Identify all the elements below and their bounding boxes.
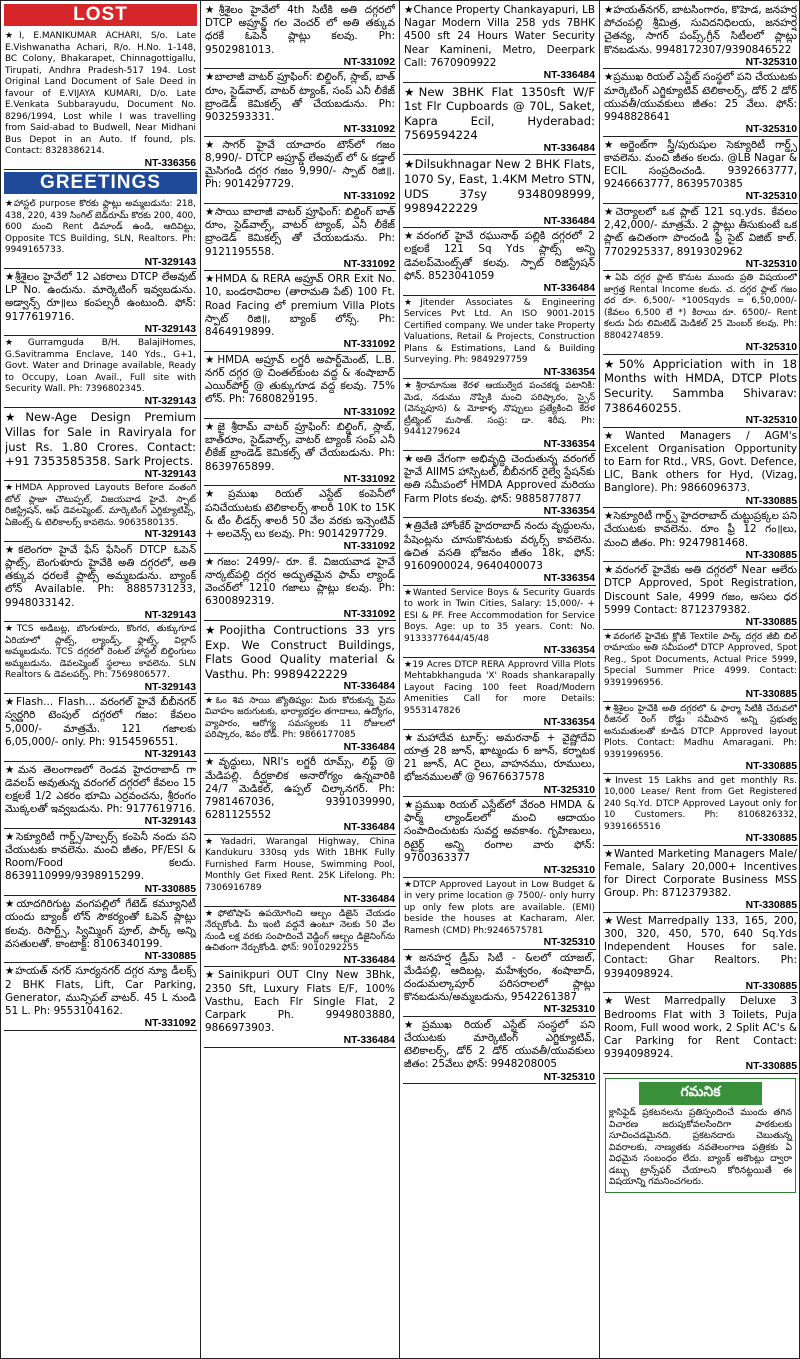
star-bullet-icon: ★ (205, 138, 223, 151)
ad-text: ఏపీ దగ్గర ప్లాట్ కొనుట ముందు ప్రతి విషయంలో జాగ్రత్త Rental Income కలదు. చ. దగ్గర ప్లాట్ గజం ధర రూ. 6,500/- *100Sqyds = 6,50,000/- (కేవలం 6,500 లే *) కిరాయి రూ. 6500/- Rent కలదు ఏరు లిమిటెడ్ మెడికల్ 25 మెంబర్ కలవు. Ph: 8804274859. (604, 273, 797, 341)
star-bullet-icon: ★ (404, 659, 413, 670)
ad-code: NT-330885 (745, 900, 797, 912)
ad-body (604, 995, 797, 1061)
ad-code: NT-329143 (144, 529, 196, 541)
ad-code: NT-329143 (144, 816, 196, 828)
star-bullet-icon: ★ (604, 138, 620, 151)
ad-body (404, 230, 595, 283)
notice-title: గమనిక (639, 1082, 762, 1105)
ad-text: గజం: 2499/- రూ. కే. విజయవాడ హైవే నార్కట్‌పల్లి దగ్గర అద్భుతమైన ఫామ్ ల్యాండ్ వెంచర్‌లో 1210 గజాలు ప్లాట్లు కలవు. Ph: 6300892319. (205, 555, 395, 608)
ad-body (604, 206, 797, 259)
ad-code: NT-336484 (543, 142, 595, 154)
star-bullet-icon: ★ (404, 951, 420, 964)
classified-ad (603, 2, 798, 69)
star-bullet-icon: ★ (5, 199, 14, 209)
ad-text: Flash... Flash... వరంగల్ హైవే బీబీనగర్ స్వర్ణగిరి టెంపుల్ దగ్గరలో గజం: కేవలం 5,000/- మాత్రమే. 121 గజాలకు 6,05,000/- only. Ph: 9154596551. (5, 696, 196, 748)
classified-ad (4, 29, 197, 170)
ad-body (5, 544, 196, 610)
star-bullet-icon: ★ (5, 483, 16, 494)
ad-text: 50% Appriciation with in 18 Months with HMDA, DTCP Plots Security. Sammba Shivarav: 7386460255. (604, 356, 797, 415)
ad-body (5, 624, 196, 682)
ad-body (404, 1019, 595, 1072)
ad-text: జనహర్ష డ్రీమ్ సిటీ - &లలో యాజల్, మేడిపల్లి, ఆదిబట్ల, మహేశ్వరం, శంషాబాద్, దండుమల్కాపూర్ పరిసరాలలో ప్లాట్లు కొనబడును/అమ్మబడును, 9542261387 (404, 951, 595, 1004)
classified-ad (603, 428, 798, 509)
ad-code: NT-329143 (144, 256, 196, 268)
classified-ad (603, 271, 798, 355)
ad-code: NT-331092 (343, 258, 395, 270)
classified-ad (403, 797, 596, 878)
classified-ad (204, 621, 396, 694)
ad-code: NT-330885 (745, 689, 797, 701)
classified-ad (403, 1017, 596, 1084)
classified-ad (4, 481, 197, 542)
ad-text: Dilsukhnagar New 2 BHK Flats, 1070 Sy, East, 1.4KM Metro STN, UDS 37sy 9348098999, 9989422229 (404, 157, 595, 216)
ad-text: New-Age Design Premium Villas for Sale in Raviryala for just Rs. 1.80 Crores. Contact: +91 7353585358. Sark Projects. (5, 410, 196, 469)
classified-ad (403, 878, 596, 950)
ad-code: NT-329143 (144, 681, 196, 693)
classified-ad (4, 197, 197, 269)
ad-body (604, 273, 797, 342)
ad-body (604, 510, 797, 550)
notice-text: క్లాసిఫైడ్ ప్రకటనలను ప్రతిస్పందించే ముందు తగిన విచారణ జరుపుకోవలసిందిగా పాఠకులకు సూచించడమైనది. ప్రకటనదారు చెబుతున్న వివరాలకు, నాణ్యతకు నవతెలంగాణ పత్రికకు ఏ విధమైన సంబంధం లేదు. బ్యాంక్ అకౌంట్లు ద్వారా డబ్బు ట్రాన్స్‌ఫర్ చేయాలని కోరినట్టయితే ఈ విషయాన్ని గమనించగలరు. (609, 1107, 792, 1188)
lost-section-header: LOST (4, 4, 197, 26)
classified-ad (204, 69, 396, 136)
ad-code: NT-330885 (745, 833, 797, 845)
ad-code: NT-331092 (343, 339, 395, 351)
ad-text: వృద్ధులు, NRI's లగ్జరీ రూమ్స్, లిఫ్ట్ @ మేడిపల్లి. దీర్ఘకాలిక అనారోగ్యం ఉన్నవారికి 24/7 మెడికల్, ఉప్పల్ చిల్కానగర్. Ph: 7981467036, 9391039990, 6281125552 (205, 756, 395, 822)
ad-text: Wanted Managers / AGM's Excelent Organisation Opportunity to Earn for Rtd., VRS, Govt. Defence, LIC, Bank others for Hyd, (Vizag, Banglore). Ph: 9866096373. (604, 429, 797, 495)
ad-body (5, 271, 196, 324)
ad-body (604, 357, 797, 415)
ad-body (205, 909, 395, 955)
classified-ad (204, 204, 396, 271)
ad-text: DTCP Approved Layout in Low Budget & in very prime location @ 7500/- only hurry up only few plots are available. (EMI) beside the houses at Kacharam, Aler. Ramesh (CMD) Ph:9246575781 (404, 879, 595, 936)
classified-ad (204, 694, 396, 755)
ad-text: చెర్యాలలో ఒక ప్లాట్ 121 sq.yds. కేవలం 2,42,000/- మాత్రమే. 2 ప్లాట్లు తీసుకుంటే ఒక ప్లాట్ ఉచితంగా పొందండి ఫ్రీ సైట్ విజిట్ కాల్. 7702925337, 8919302962 (604, 205, 797, 258)
star-bullet-icon: ★ (404, 453, 416, 466)
star-bullet-icon: ★ (5, 763, 18, 776)
star-bullet-icon: ★ (604, 631, 614, 642)
star-bullet-icon: ★ (404, 4, 414, 16)
ad-text: Yadadri, Warangal Highway, China Kandukuru 330sq yds With 1BHK Fully Furnished Farm House, Swimming Pool, Monthly Get Fixed Rent. 25K Lifelong. Ph: 7306916789 (205, 836, 395, 893)
star-bullet-icon: ★ (5, 696, 16, 709)
ad-text: బాలాజీ వాటర్ ప్రూఫింగ్: బిల్డింగ్, స్లాబ్, బాత్ రూం, సైడ్‌వాల్, వాటర్ ట్యాంక్, సంప్ ఎనీ లీకేజ్ బ్రాండెడ్ కెమికల్స్ తో చేయబడును. Ph: 9032593331. (205, 71, 395, 123)
ad-text: New 3BHK Flat 1350sft W/F 1st Flr Cupboards @ 70L, Saket, Kapra Ecil, Hyderabad: 7569594224 (404, 84, 595, 143)
classified-ad (403, 730, 596, 797)
classified-ad (403, 586, 596, 658)
classified-ad (403, 228, 596, 295)
ad-code: NT-331092 (343, 608, 395, 620)
ad-code: NT-325310 (543, 1004, 595, 1016)
classified-ad (4, 269, 197, 336)
ad-body (205, 139, 395, 192)
ad-code: NT-336484 (343, 954, 395, 966)
ad-code: NT-325310 (543, 784, 595, 796)
ad-code: NT-336354 (543, 573, 595, 585)
ad-code: NT-330885 (745, 1061, 797, 1073)
star-bullet-icon: ★ (5, 624, 17, 635)
star-bullet-icon: ★ (205, 555, 218, 568)
ad-code: NT-330885 (144, 883, 196, 895)
star-bullet-icon: ★ (205, 488, 229, 501)
star-bullet-icon: ★ (604, 995, 625, 1008)
ad-body (5, 410, 196, 468)
ad-text: Invest 15 Lakhs and get monthly Rs. 10,000 Lease/ Rent from Get Registered 240 Sq.Yd. DTCP Approved Layout only for 10 Customers. Ph: 8106826332, 9391665516 (604, 775, 797, 832)
ad-text: హయత్ నగర్ సూర్యనగర్ దగ్గర న్యూ డీలక్స్ 2 BHK Flats, Lift, Car Parking, Generator, మున్సిపల్ వాటర్. 45 L నుండి 51 L. Ph: 9553104162. (5, 965, 196, 1018)
star-bullet-icon: ★ (604, 429, 626, 442)
classified-ad (204, 486, 396, 553)
ad-code: NT-325310 (543, 937, 595, 949)
classified-ad (403, 83, 596, 156)
ad-body (205, 71, 395, 124)
ad-code: NT-329143 (144, 323, 196, 335)
star-bullet-icon: ★ (404, 381, 416, 392)
ad-body (5, 898, 196, 951)
ad-body (604, 139, 797, 192)
ad-text: ప్రముఖ రియల్ ఎస్టేట్ సంస్థలో పని చేయుటకు మార్కెటింగ్ ఎగ్జిక్యూటివ్, టెలికాలర్స్, డోర్ 2 డోర్ యువతీ/యువకులు జీతం: 25వేలు ఫోన్: 9948208005 (404, 1018, 595, 1071)
ad-body (404, 799, 595, 865)
ad-text: West Marredpally 133, 165, 200, 300, 320, 450, 570, 640 Sq.Yds Independent Houses for sale. Contact: Ghar Realtors. Ph: 9394098924. (604, 914, 797, 980)
ad-code: NT-336354 (543, 645, 595, 657)
disclaimer-notice-box (605, 1078, 796, 1193)
classified-ad (204, 835, 396, 907)
ad-code: NT-330885 (745, 495, 797, 507)
ad-code: NT-331092 (343, 191, 395, 203)
ad-code: NT-329143 (144, 749, 196, 761)
ad-body (5, 965, 196, 1018)
ad-body (205, 556, 395, 609)
ad-text: సెక్యూరిటీ గార్డ్స్/హెల్పర్స్ కంపెనీ నందు పని చేయుటకు కావలెను. మంచి జీతం, PF/ESI & Room/Food కలదు. 8639110999/9398915299. (5, 830, 196, 883)
ad-body (404, 732, 595, 785)
star-bullet-icon: ★ (404, 520, 414, 533)
classified-ad (603, 508, 798, 562)
star-bullet-icon: ★ (604, 71, 614, 84)
ad-body (205, 4, 395, 57)
classified-ad (4, 896, 197, 963)
ad-text: ప్రముఖ రియల్ ఎస్టేట్‌లో వేరంరి HMDA & ఫార్మ్ ల్యాండ్‌లలో మంచి ఆదాయం సంపాదించుటకు సువర్ణ అవకాశం. గృహిణులు, రిటైర్డ్ అన్ని రంగాల వారు ఫోన్: 9700363377 (404, 799, 595, 864)
ad-text: I, E.MANIKUMAR ACHARI, S/o. Late E.Vishwanatha Achari, R/o. H.No. 1-148, BC Colony, Bhakarapet, Chinnagottigallu, Tirupati, Andhra Pradesh-517 194. Lost Original Land Document of Sale Deed in favour of E.VIJAYA KUMARI, D/o. Late E.Venkata Subbarayudu, Document No. 8296/1994, Lost while I was travelling from Said-abad to Budwell, Near Midhani Bus Depot in an Auto. If found, pls. Contact: 8328386214. (5, 31, 196, 156)
ad-text: HMDA & RERA అప్రూవ్ ORR Exit No. 10, బండరావిరాల (తారామతి పేట్) 100 Ft. Road Facing లో premium Villa Plots స్పాట్ రిజి॥, బ్యాంక్ లోన్స్. Ph: 8464919899. (205, 273, 395, 339)
ad-text: వరంగల్ హైవేకు క్లోజ్ Textile పార్క్ దగ్గర జీబీ బిల్ రామాయం అతి సమీపంలో DTCP Approved, Spot Reg., Spot Documents, Actual Price 5999, Special Summer Price 4999. Contact: 9391996956. (604, 631, 797, 688)
star-bullet-icon: ★ (604, 205, 616, 218)
column-3 (400, 1, 600, 1359)
classified-ad (204, 352, 396, 419)
star-bullet-icon: ★ (205, 205, 215, 218)
classified-ad (603, 774, 798, 846)
ad-body (205, 969, 395, 1035)
ad-text: వరంగల్ హైవేకు అతి దగ్గరలో Near ఆలేరు DTCP Approved, Spot Registration, Discount Sale, 4999 గజం, అసలు ధర 5999 Contact: 8712379382. (604, 564, 797, 616)
ad-text: జై శ్రీరామ్ వాటర్ ప్రూఫింగ్: బిల్డింగ్, స్లాబ్, బాత్‌రూం, సైడ్‌వాల్స్, వాటర్ ట్యాంక్ సంప్ ఎనీ లీకేజ్ బ్రాండెడ్ కెమికల్స్ తో చేయబడును. Ph: 8639765899. (205, 421, 395, 473)
classified-ad (204, 754, 396, 835)
star-bullet-icon: ★ (205, 756, 219, 769)
star-bullet-icon: ★ (404, 587, 413, 598)
classified-ad (204, 137, 396, 204)
ad-text: శ్రీశైలం హైవేకి అతి దగ్గరలో & ఫార్మా సిటీకి చేరువలో రీజినల్ రింగ్ రోడ్డు సమీపాన అన్ని ప్రభుత్వ అనుమతులతో కూడిన DTCP Approved layout Plots. Contact: Madhu Amaragani. Ph: 9391996956. (604, 703, 797, 760)
ad-code: NT-336354 (543, 366, 595, 378)
star-bullet-icon: ★ (404, 879, 413, 890)
ad-body (604, 704, 797, 762)
star-bullet-icon: ★ (604, 703, 614, 714)
classified-ad (603, 846, 798, 913)
star-bullet-icon: ★ (404, 1018, 423, 1031)
classified-ad (204, 2, 396, 69)
star-bullet-icon: ★ (205, 353, 218, 366)
star-bullet-icon: ★ (604, 356, 619, 371)
star-bullet-icon: ★ (5, 338, 28, 349)
star-bullet-icon: ★ (604, 914, 617, 927)
ad-text: శ్రీశైలం హైవేలో 12 ఎకరాలు DTCP లేఅవుట్ LP No. ఉందును. మార్కెటింగ్ ఇవ్వబడును. అడ్వాన్స్ రూ॥లు కంపల్సరీ ఉంటుంది. ఫోన్: 9177619716. (5, 271, 196, 323)
star-bullet-icon: ★ (205, 623, 220, 638)
ad-text: HMDA Approved Layouts Before వంతంగి టోల్ ప్లాజా చౌటుప్పల్, విజయవాడ హైవే. స్పాట్ రిజిస్ట్రేషన్, ఆఫ్ డెవలప్మెంట్. మార్కెటింగ్ ఎగ్జిక్యూటివ్స్, ఏజెంట్స్ & టెలికాలర్స్ కావలెను. 9063580135. (5, 483, 196, 528)
star-bullet-icon: ★ (604, 564, 616, 577)
star-bullet-icon: ★ (205, 969, 219, 982)
ad-text: మన తెలంగాణలో రెండవ హైదరాబాద్ గా డెవలప్ అవుతున్న వరంగల్ దగ్గరలో కేవలం 15 లక్షలకే 1/2 ఎకరం భూమి ఎర్రవంచను, శ్రీరంగం మొక్కలతో ఇవ్వబడును. Ph: 9177619716. (5, 763, 196, 816)
ad-code: NT-331092 (343, 406, 395, 418)
ad-body (205, 206, 395, 259)
ad-body (404, 381, 595, 439)
classified-ad (4, 336, 197, 408)
ad-code: NT-330885 (745, 549, 797, 561)
ad-body (604, 848, 797, 901)
ad-body (205, 623, 395, 681)
ad-code: NT-325310 (745, 415, 797, 427)
star-bullet-icon: ★ (5, 898, 17, 911)
ad-text: త్రివేణి హోంకేర్ హైదరాబాద్ నందు వృద్ధులను, పేషెంట్లను చూసుకొనుటకు వర్కర్స్ కావలెను. ఉచిత వసతి భోజనం జీతం 18k, ఫోన్: 9160900024, 9640400073 (404, 520, 595, 572)
ad-body (205, 696, 395, 742)
ad-code: NT-330885 (745, 761, 797, 773)
star-bullet-icon: ★ (404, 799, 416, 812)
classified-ad (403, 296, 596, 380)
classified-ad (4, 963, 197, 1030)
ad-text: అర్జెంట్‌గా స్త్రీ/పురుషుల సెక్యూరిటీ గార్డ్స్ కావలెను. మంచి జీతం కలదు. @LB Nagar & ECIL సంప్రదించండి. 9392663777, 9246663777, 8639570385 (604, 138, 797, 191)
ad-body (205, 488, 395, 541)
ad-text: Sainikpuri OUT Clny New 3Bhk, 2350 Sft, Luxury Flats E/F, 100% Vasthu, Each Flr Single Flat, 2 Carpark Ph. 9949803880, 9866973903. (205, 969, 395, 1035)
ad-body (5, 696, 196, 749)
star-bullet-icon: ★ (205, 908, 218, 919)
star-bullet-icon: ★ (205, 71, 215, 84)
ad-code: NT-329143 (144, 609, 196, 621)
classified-ad (4, 762, 197, 829)
ad-code: NT-330885 (144, 950, 196, 962)
ad-code: NT-331092 (343, 124, 395, 136)
classified-ad (4, 542, 197, 623)
classified-ad (603, 630, 798, 702)
ad-text: సెక్యూరిటీ గార్డ్స్ హైదరాబాద్ చుట్టుప్రక్కల పని చేయుటకు కావలెను. రూం ఫ్రీ 12 గం॥లు, మంచి జీతం. Ph: 9247981468. (604, 510, 797, 549)
classified-ad (603, 137, 798, 204)
ad-body (604, 564, 797, 617)
ad-code: NT-336484 (543, 215, 595, 227)
ad-code: NT-336354 (543, 505, 595, 517)
ad-body (5, 31, 196, 158)
ad-body (5, 483, 196, 529)
star-bullet-icon: ★ (404, 230, 417, 243)
ad-body (404, 4, 595, 70)
ad-code: NT-336484 (343, 1035, 395, 1047)
ad-code: NT-325310 (745, 342, 797, 354)
star-bullet-icon: ★ (205, 273, 216, 286)
classified-ad (403, 451, 596, 518)
ad-code: NT-336484 (343, 894, 395, 906)
classified-ad (403, 950, 596, 1017)
ad-code: NT-325310 (745, 191, 797, 203)
classified-ad (603, 562, 798, 629)
ad-body (205, 837, 395, 895)
ad-text: హాస్టల్ purpose కొరకు ఫ్లాట్లు అమ్మబడును: 218, 438, 220, 439 సింగిల్ బెడ్‌రూమ్‌ కొరకు 200, 400, 600 మంచి Rent డిమాండ్ ఉండి, ఆదివిట్టు, Opposite TCS Building, SLN, Realtors. Ph: 9949165733. (5, 199, 196, 255)
ad-text: Jitender Associates & Engineering Services Pvt Ltd. An ISO 9001-2015 Certified company. We under take Property Valuations, Retail & Projects, Construction Plans & Estimations, Land & Building Surveying. Ph: 9849297759 (404, 297, 595, 366)
ad-body (404, 298, 595, 367)
star-bullet-icon: ★ (5, 31, 20, 41)
ad-code: NT-336484 (543, 70, 595, 82)
star-bullet-icon: ★ (604, 4, 614, 16)
ad-code: NT-336484 (343, 741, 395, 753)
ad-text: Gurramguda B/H. BalajiHomes, G.Savitramma Enclave, 140 Yds., G+1, Govt. Water and Drinage available, Ready to Occupy, Loan Avail., Full site with Security Wall. Ph: 7396802345. (5, 338, 196, 395)
ad-text: ప్రముఖ రియల్ ఎస్టేట్ కంపెనీలో పనిచేయుటకు టెలికాలర్స్ శాలరీ 10K to 15K & టీం లీడర్స్ శాలరీ 50 వేల వరకు ఇన్సెంటివ్ + అలవెన్స్ లు కలవు. Ph: 9014297729. (205, 488, 395, 540)
classified-ad (603, 69, 798, 136)
ad-text: శ్రీరామానుజ కేరళ ఆయుర్వేద పంచకర్మ పటానికి: మెడ, నడుము నొప్పికి మంచి పరిష్కారం, స్పైన్ (వెన్నుపూస) & మోకాళ్ళ నొప్పులు ప్రత్యేకించి కేరళ ట్రీట్మెంట్ మసాజ్. సంప్ర: డా. శిరీష. Ph: 9441279624 (404, 381, 595, 438)
ad-body (404, 952, 595, 1005)
ad-text: Chance Property Chankayapuri, LB Nagar Modern Villa 258 yds 7BHK 4500 sft 24 Hours Water Security Near Kamineni, Metro, Deerpark Call: 7670909922 (404, 4, 595, 69)
classified-ad (204, 907, 396, 968)
ad-text: ప్రముఖ రియల్ ఎస్టేట్ సంస్థలో పని చేయుటకు మార్కెటింగ్ ఎగ్జిక్యూటివ్ టెలికాలర్స్, డోర్ 2 డోర్ యువతీ/యువకులు జీతం: 25 వేలు. ఫోన్: 9948828641 (604, 71, 797, 123)
ad-code: NT-330885 (745, 617, 797, 629)
ad-text: ఓం శివ సాయి జ్యోతిష్యం: మీరు కోరుకున్న ప్రేమ వివాహం జరుగుటకు, భార్యాభర్తల తగాదాలు, ఉద్యోగం, వ్యాపారం, ఆరోగ్య సమస్యలకు 11 రోజులలో పరిష్కారం, శివం రోడ్. Ph: 9866177085 (205, 695, 395, 741)
ad-body (404, 157, 595, 215)
star-bullet-icon: ★ (5, 410, 26, 425)
ad-body (404, 660, 595, 718)
ad-body (5, 831, 196, 884)
ad-code: NT-336354 (543, 717, 595, 729)
ad-code: NT-329143 (144, 395, 196, 407)
classified-ad (403, 518, 596, 585)
classified-ad (403, 658, 596, 730)
ad-body (604, 430, 797, 496)
ad-body (404, 880, 595, 938)
ad-text: Wanted Service Boys & Security Guards to work in Twin Cities, Salary: 15,000/- + ESI & PF. Free Accommodation for Service Boys. Age: up to 35 years. Cont: No. 9133377644/45/48 (404, 587, 595, 644)
ad-body (404, 453, 595, 506)
star-bullet-icon: ★ (404, 297, 421, 308)
ad-text: యాదగిరిగుట్ట వంగపల్లిలో గేటెడ్ కమ్యూనిటీ యందు బ్యాంక్ లోన్ సౌకర్యంతో ఓపెన్ ప్లాట్లు కలవు. రిసార్ట్స్, స్విమ్మింగ్ పూల్, పార్క్ అన్ని వసతులతో. కాంటాక్ట్: 8106340199. (5, 898, 196, 950)
column-1 (1, 1, 201, 1359)
ad-code: NT-325310 (745, 124, 797, 136)
classified-ad (4, 829, 197, 896)
ad-code: NT-336484 (343, 822, 395, 834)
classified-ad (204, 271, 396, 352)
greetings-section-header: GREETINGS (4, 172, 197, 194)
ad-body (404, 85, 595, 143)
ad-text: సాగర్ హైవే యాచారం టౌన్‌లో గజం 8,990/- DTCP అప్రూవ్డ్ లేఅవుట్ లో & కడ్తాల్ మైసిగండి దగ్గర గజం 9,990/- స్పాట్ రిజి॥. Ph: 9014297729. (205, 138, 395, 191)
star-bullet-icon: ★ (205, 421, 218, 434)
star-bullet-icon: ★ (205, 4, 219, 16)
star-bullet-icon: ★ (404, 84, 419, 99)
ad-code: NT-325310 (745, 56, 797, 68)
star-bullet-icon: ★ (5, 965, 16, 978)
ad-code: NT-331092 (343, 541, 395, 553)
ad-code: NT-336356 (144, 157, 196, 169)
ad-body (205, 354, 395, 407)
ad-text: 19 Acres DTCP RERA Approvrd Villa Plots Mehtabkhanguda 'X' Roads shankarapally Layout Facing 100 feet Road/Modern Amenities Call for more Details: 9553147826 (404, 659, 595, 716)
star-bullet-icon: ★ (5, 271, 16, 283)
star-bullet-icon: ★ (404, 731, 417, 744)
ad-body (404, 520, 595, 573)
ad-text: HMDA అప్రూవ్ లగ్జరీ అపార్ట్‌మెంట్, L.B. నగర్ దగ్గర @ చింతల్‌కుంట వద్ద & శంషాబాద్ ఎయిర్‌పోర్ట్ @ తుక్కుగూడ వద్ద కలవు. 75% లోన్. Ph: 7680829195. (205, 353, 395, 406)
classified-ad (403, 379, 596, 451)
ad-text: సాయి బాలాజీ వాటర్ ప్రూఫింగ్: బిల్డింగ్ బాత్ రూం, సైడ్‌వాల్స్, వాటర్ ట్యాంక్, ఎనీ లీకేజ్ బ్రాండెడ్ కెమికల్స్ తో చేయబడును. Ph: 9121195558. (205, 205, 395, 258)
ad-body (604, 4, 797, 57)
ad-code: NT-331092 (343, 56, 395, 68)
ad-body (604, 776, 797, 834)
classified-ad (4, 408, 197, 481)
ad-code: NT-336484 (543, 283, 595, 295)
ad-code: NT-325310 (543, 1071, 595, 1083)
classified-ad (603, 913, 798, 994)
ad-text: TCS అడిబట్ల, బొంగుళూరు, కొంగర, తుక్కుగూడ ఏరియాలో ప్లాట్స్, ల్యాండ్స్, ఫ్లాట్స్, విల్లాస్ అమ్మబడును. TCS దగ్గరలో రెంటల్ హాస్టల్ బిల్డింగులు అమ్మబడును. డెవలప్మెంట్ స్థలాలు కావలెను. SLN Realtors & డెవలపర్స్. Ph: 7569806577. (5, 624, 196, 681)
star-bullet-icon: ★ (404, 157, 415, 172)
ad-text: West Marredpally Deluxe 3 Bedrooms Flat with 3 Toilets, Puja Room, Full wood work, 2 Split AC's & Car Parking for Rent Contact: 9394098924. (604, 995, 797, 1061)
star-bullet-icon: ★ (604, 510, 614, 523)
ad-body (604, 632, 797, 690)
ad-code: NT-330885 (745, 980, 797, 992)
classified-ad (204, 419, 396, 486)
classified-ad (603, 355, 798, 428)
classified-ad (603, 204, 798, 271)
star-bullet-icon: ★ (205, 695, 216, 706)
ad-body (5, 199, 196, 257)
ad-body (604, 915, 797, 981)
ad-code: NT-331092 (144, 1018, 196, 1030)
ad-code: NT-325310 (745, 258, 797, 270)
ad-body (604, 71, 797, 124)
ad-body (5, 764, 196, 817)
ad-body (205, 273, 395, 339)
ad-code: NT-331092 (343, 473, 395, 485)
ad-text: Poojitha Contructions 33 yrs Exp. We Construct Buildings, Flats Good Quality material & Vasthu. Ph: 9989422229 (205, 623, 395, 681)
classified-ad (603, 993, 798, 1074)
ad-text: అతి వేగంగా అభివృద్ధి చెందుతున్న వరంగల్ హైవే AIIMS హాస్పిటల్, బీబీనగర్ రైల్వే స్టేషన్‌కు అతి సమీపంలో HMDA Approved మరియు Farm Plots కలవు. ఫోన్: 9885877877 (404, 453, 595, 505)
ad-body (5, 338, 196, 396)
ad-text: కలెంగరా హైవే ఫేస్ ఫేసింగ్ DTCP ఓపెన్ ప్లాట్స్, బెంగుళూరు హైవేకి అతి దగ్గరలో, అతి తక్కువ ధరలకే ప్లాట్స్ అమ్మబడును. బ్యాంక్ లోన్ Available. Ph: 8885731233, 9948033142. (5, 543, 196, 609)
classified-ad (204, 554, 396, 621)
classified-ad (4, 694, 197, 761)
star-bullet-icon: ★ (604, 273, 616, 284)
ad-text: శ్రీశైలం హైవేలో 4th సిటీకి అతి దగ్గరలో DTCP అప్రూవ్డ్ గల వెంచర్ లో అతి తక్కువ ధరకే ఓపెన్ ప్లాట్లు కలవు. Ph: 9502981013. (205, 4, 395, 56)
star-bullet-icon: ★ (205, 836, 221, 847)
ad-body (205, 756, 395, 822)
column-2 (201, 1, 400, 1359)
ad-body (404, 588, 595, 646)
star-bullet-icon: ★ (604, 847, 615, 860)
ad-text: ఫోటోషాప్ ఉపయోగించి ఆల్బం డిజైన్ చేయడం నేర్చుకోండి. మీ ఇంటి వద్దనే ఉంటూ నెలకు 50 వేల నుండి లక్ష వరకు సంపాదించే వెడ్డింగ్ ఆల్బం డిజైనింగ్‌ను ఉచితంగా నేర్చుకోండి. ఫోన్: 9010292255 (205, 908, 395, 954)
ad-text: మహాదేవ టూర్స్: అమరనాథ్ + వైష్ణోదేవి యాత్ర 28 జూన్, ఖాట్మండు 6 జూన్, కర్నాటక 21 జూన్, AC రైలు, వాహనము, రూములు, భోజనములతో @ 9676637578 (404, 731, 595, 784)
classified-ad (403, 155, 596, 228)
ad-code: NT-336354 (543, 438, 595, 450)
ad-text: వరంగల్ హైవే రఘునాథ్ పల్లికి దగ్గరలో 2 లక్షలకే 121 Sq Yds ప్లాట్స్ అన్ని డెవలప్‌మెంట్స్‌తో కలవు. స్పాట్ రిజిస్ట్రేషన్ ఫోన్. 8523041059 (404, 230, 595, 282)
star-bullet-icon: ★ (5, 543, 19, 556)
ad-code: NT-325310 (543, 865, 595, 877)
classified-ad (603, 702, 798, 774)
classified-ad (403, 2, 596, 83)
ad-code: NT-336484 (343, 681, 395, 693)
star-bullet-icon: ★ (5, 830, 17, 843)
classified-ad (204, 967, 396, 1048)
ad-code: NT-329143 (144, 468, 196, 480)
classified-ad (4, 622, 197, 694)
ad-text: Wanted Marketing Managers Male/ Female, Salary 20,000+ Incentives for Direct Corporate Business MSS Group. Ph: 8712379382. (604, 847, 797, 900)
ad-body (205, 421, 395, 474)
star-bullet-icon: ★ (604, 775, 616, 786)
column-4 (600, 1, 800, 1359)
ad-text: హయత్‌నగర్, బాటసింగారం, కొహెడ, జనహర్ష పోచంపల్లి శ్రీమిత్ర, సువిదనిధిలయ, జనహర్ష చైతన్య, సాగర్ పంప్స్,గ్రీన్ సిటీలలో ప్లాట్లు కొనబడును. 9948172307/9390846522 (604, 4, 797, 56)
